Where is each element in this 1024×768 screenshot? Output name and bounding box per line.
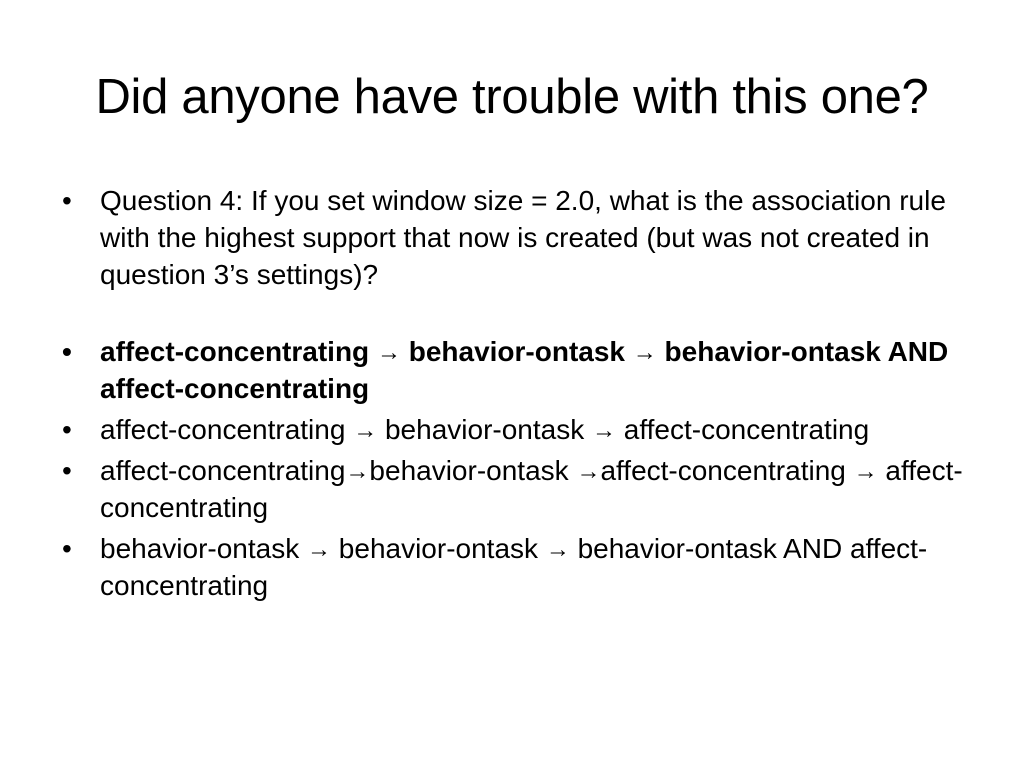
rule-part: affect-concentrating bbox=[100, 455, 963, 523]
rule-part: affect-concentrating bbox=[100, 336, 377, 367]
rule-part: affect-concentrating bbox=[100, 414, 354, 445]
rule-part: behavior-ontask AND affect-concentrating bbox=[100, 336, 949, 404]
rule-part: behavior-ontask bbox=[400, 336, 633, 367]
rule-part: affect-concentrating bbox=[600, 455, 854, 486]
bullet-option-3 bbox=[56, 452, 986, 526]
bullet-dot: • bbox=[62, 455, 72, 486]
rule-part: behavior-ontask AND affect-concentrating bbox=[100, 533, 928, 601]
arrow-right-icon: → bbox=[632, 339, 657, 366]
arrow-right-icon: → bbox=[853, 458, 878, 485]
bullet-dot: • bbox=[62, 336, 72, 367]
bullet-option-1 bbox=[56, 333, 986, 407]
arrow-right-icon: → bbox=[592, 417, 616, 444]
bullet-question bbox=[56, 182, 986, 293]
arrow-right-icon: → bbox=[376, 339, 401, 366]
bullet-list bbox=[56, 182, 986, 604]
rule-part: behavior-ontask bbox=[369, 455, 577, 486]
bullet-option-2 bbox=[56, 411, 986, 448]
arrow-right-icon: → bbox=[345, 458, 370, 485]
question-text: Question 4: If you set window size = 2.0, what is the association rule with the highest support that now is created (but was not created in question 3’s settings)? bbox=[100, 185, 946, 290]
arrow-right-icon: → bbox=[545, 536, 570, 563]
bullet-dot: • bbox=[62, 414, 72, 445]
arrow-right-icon: → bbox=[307, 536, 332, 563]
bullet-dot: • bbox=[62, 533, 72, 564]
arrow-right-icon: → bbox=[353, 417, 378, 444]
bullet-dot: • bbox=[62, 185, 72, 216]
rule-part: behavior-ontask bbox=[377, 414, 592, 445]
bullet-option-4 bbox=[56, 530, 986, 604]
rule-part: behavior-ontask bbox=[331, 533, 546, 564]
rule-part: behavior-ontask bbox=[100, 533, 308, 564]
rule-part: affect-concentrating bbox=[100, 455, 346, 486]
arrow-right-icon: → bbox=[576, 458, 601, 485]
rule-part: affect-concentrating bbox=[616, 414, 870, 445]
slide-title: Did anyone have trouble with this one? bbox=[95, 70, 929, 124]
